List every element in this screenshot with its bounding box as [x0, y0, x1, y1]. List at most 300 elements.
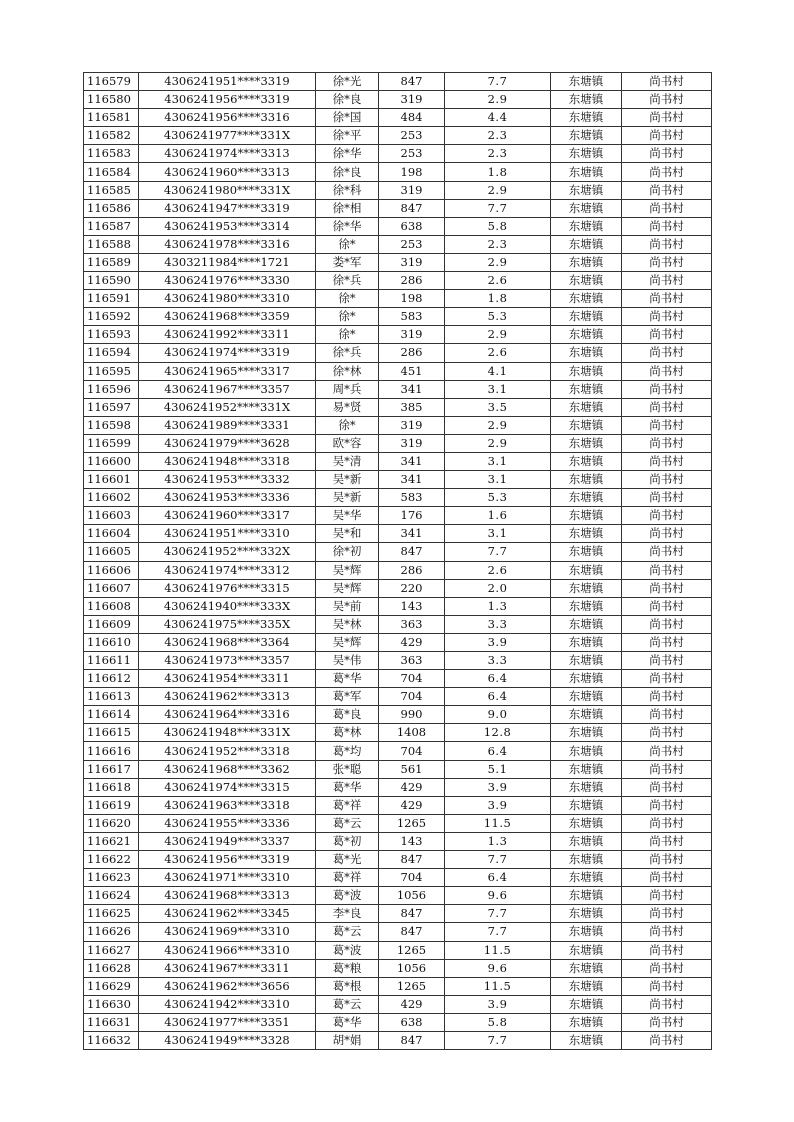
table-row [84, 199, 712, 217]
serial-number-cell: 116599 [84, 434, 139, 452]
name-cell: 葛*均 [316, 742, 379, 760]
id-number-cell: 4306241948****331X [139, 724, 316, 742]
name-cell: 葛*波 [316, 941, 379, 959]
amount-cell: 363 [379, 615, 445, 633]
table-row [84, 127, 712, 145]
area-cell: 2.0 [445, 579, 551, 597]
amount-cell: 1265 [379, 814, 445, 832]
area-cell: 7.7 [445, 73, 551, 91]
town-cell: 东塘镇 [551, 905, 622, 923]
table-row [84, 633, 712, 651]
village-cell: 尚书村 [622, 977, 712, 995]
amount-cell: 143 [379, 832, 445, 850]
town-cell: 东塘镇 [551, 959, 622, 977]
village-cell: 尚书村 [622, 308, 712, 326]
area-cell: 7.7 [445, 851, 551, 869]
id-number-cell: 4306241954****3311 [139, 670, 316, 688]
village-cell: 尚书村 [622, 217, 712, 235]
table-row [84, 832, 712, 850]
village-cell: 尚书村 [622, 706, 712, 724]
name-cell: 徐*平 [316, 127, 379, 145]
id-number-cell: 4306241974****3315 [139, 778, 316, 796]
name-cell: 徐*兵 [316, 344, 379, 362]
serial-number-cell: 116604 [84, 525, 139, 543]
id-number-cell: 4306241963****3318 [139, 796, 316, 814]
village-cell: 尚书村 [622, 199, 712, 217]
village-cell: 尚书村 [622, 760, 712, 778]
village-cell: 尚书村 [622, 452, 712, 470]
area-cell: 3.5 [445, 398, 551, 416]
name-cell: 徐* [316, 290, 379, 308]
id-number-cell: 4306241964****3316 [139, 706, 316, 724]
amount-cell: 341 [379, 380, 445, 398]
area-cell: 2.9 [445, 181, 551, 199]
area-cell: 7.7 [445, 923, 551, 941]
serial-number-cell: 116589 [84, 253, 139, 271]
name-cell: 葛*粮 [316, 959, 379, 977]
id-number-cell: 4306241971****3310 [139, 869, 316, 887]
amount-cell: 286 [379, 344, 445, 362]
village-cell: 尚书村 [622, 272, 712, 290]
table-row [84, 887, 712, 905]
amount-cell: 385 [379, 398, 445, 416]
town-cell: 东塘镇 [551, 832, 622, 850]
table-row [84, 452, 712, 470]
serial-number-cell: 116583 [84, 145, 139, 163]
serial-number-cell: 116627 [84, 941, 139, 959]
amount-cell: 484 [379, 109, 445, 127]
amount-cell: 220 [379, 579, 445, 597]
id-number-cell: 4306241977****3351 [139, 1013, 316, 1031]
name-cell: 吴*林 [316, 615, 379, 633]
serial-number-cell: 116587 [84, 217, 139, 235]
table-row [84, 1031, 712, 1049]
area-cell: 3.9 [445, 633, 551, 651]
area-cell: 4.4 [445, 109, 551, 127]
serial-number-cell: 116625 [84, 905, 139, 923]
amount-cell: 319 [379, 253, 445, 271]
id-number-cell: 4306241979****3628 [139, 434, 316, 452]
town-cell: 东塘镇 [551, 724, 622, 742]
town-cell: 东塘镇 [551, 652, 622, 670]
town-cell: 东塘镇 [551, 851, 622, 869]
id-number-cell: 4306241956****3319 [139, 851, 316, 869]
serial-number-cell: 116588 [84, 235, 139, 253]
serial-number-cell: 116590 [84, 272, 139, 290]
id-number-cell: 4306241952****3318 [139, 742, 316, 760]
village-cell: 尚书村 [622, 995, 712, 1013]
id-number-cell: 4303211984****1721 [139, 253, 316, 271]
village-cell: 尚书村 [622, 724, 712, 742]
area-cell: 5.8 [445, 217, 551, 235]
table-row [84, 597, 712, 615]
area-cell: 9.6 [445, 959, 551, 977]
table-row [84, 290, 712, 308]
area-cell: 2.9 [445, 326, 551, 344]
village-cell: 尚书村 [622, 615, 712, 633]
amount-cell: 253 [379, 127, 445, 145]
table-row [84, 1013, 712, 1031]
serial-number-cell: 116591 [84, 290, 139, 308]
town-cell: 东塘镇 [551, 380, 622, 398]
serial-number-cell: 116596 [84, 380, 139, 398]
id-number-cell: 4306241942****3310 [139, 995, 316, 1013]
name-cell: 葛*华 [316, 778, 379, 796]
name-cell: 徐* [316, 235, 379, 253]
id-number-cell: 4306241951****3319 [139, 73, 316, 91]
amount-cell: 847 [379, 923, 445, 941]
table-row [84, 615, 712, 633]
name-cell: 张*聪 [316, 760, 379, 778]
amount-cell: 319 [379, 416, 445, 434]
amount-cell: 253 [379, 235, 445, 253]
name-cell: 欧*容 [316, 434, 379, 452]
serial-number-cell: 116621 [84, 832, 139, 850]
amount-cell: 990 [379, 706, 445, 724]
serial-number-cell: 116605 [84, 543, 139, 561]
amount-cell: 429 [379, 995, 445, 1013]
town-cell: 东塘镇 [551, 1013, 622, 1031]
table-row [84, 778, 712, 796]
village-cell: 尚书村 [622, 145, 712, 163]
serial-number-cell: 116616 [84, 742, 139, 760]
table-row [84, 272, 712, 290]
area-cell: 3.1 [445, 525, 551, 543]
serial-number-cell: 116613 [84, 688, 139, 706]
serial-number-cell: 116609 [84, 615, 139, 633]
amount-cell: 847 [379, 1031, 445, 1049]
village-cell: 尚书村 [622, 941, 712, 959]
name-cell: 徐* [316, 308, 379, 326]
table-row [84, 308, 712, 326]
amount-cell: 429 [379, 796, 445, 814]
area-cell: 3.9 [445, 796, 551, 814]
table-row [84, 525, 712, 543]
table-row [84, 398, 712, 416]
name-cell: 徐*林 [316, 362, 379, 380]
serial-number-cell: 116582 [84, 127, 139, 145]
town-cell: 东塘镇 [551, 742, 622, 760]
area-cell: 2.3 [445, 235, 551, 253]
amount-cell: 429 [379, 778, 445, 796]
village-cell: 尚书村 [622, 290, 712, 308]
serial-number-cell: 116612 [84, 670, 139, 688]
village-cell: 尚书村 [622, 597, 712, 615]
village-cell: 尚书村 [622, 887, 712, 905]
serial-number-cell: 116631 [84, 1013, 139, 1031]
id-number-cell: 4306241949****3337 [139, 832, 316, 850]
town-cell: 东塘镇 [551, 561, 622, 579]
id-number-cell: 4306241974****3319 [139, 344, 316, 362]
town-cell: 东塘镇 [551, 597, 622, 615]
name-cell: 葛*良 [316, 706, 379, 724]
area-cell: 12.8 [445, 724, 551, 742]
village-cell: 尚书村 [622, 543, 712, 561]
amount-cell: 583 [379, 308, 445, 326]
serial-number-cell: 116581 [84, 109, 139, 127]
name-cell: 葛*云 [316, 995, 379, 1013]
amount-cell: 704 [379, 742, 445, 760]
town-cell: 东塘镇 [551, 452, 622, 470]
area-cell: 7.7 [445, 543, 551, 561]
town-cell: 东塘镇 [551, 489, 622, 507]
area-cell: 5.1 [445, 760, 551, 778]
amount-cell: 1265 [379, 941, 445, 959]
id-number-cell: 4306241940****333X [139, 597, 316, 615]
village-cell: 尚书村 [622, 905, 712, 923]
village-cell: 尚书村 [622, 471, 712, 489]
name-cell: 吴*前 [316, 597, 379, 615]
area-cell: 2.6 [445, 344, 551, 362]
amount-cell: 583 [379, 489, 445, 507]
name-cell: 徐*科 [316, 181, 379, 199]
area-cell: 1.6 [445, 507, 551, 525]
id-number-cell: 4306241989****3331 [139, 416, 316, 434]
town-cell: 东塘镇 [551, 507, 622, 525]
village-cell: 尚书村 [622, 91, 712, 109]
area-cell: 7.7 [445, 199, 551, 217]
id-number-cell: 4306241967****3357 [139, 380, 316, 398]
serial-number-cell: 116628 [84, 959, 139, 977]
name-cell: 徐* [316, 416, 379, 434]
name-cell: 葛*光 [316, 851, 379, 869]
area-cell: 5.3 [445, 489, 551, 507]
area-cell: 3.3 [445, 652, 551, 670]
serial-number-cell: 116618 [84, 778, 139, 796]
village-cell: 尚书村 [622, 525, 712, 543]
table-row [84, 362, 712, 380]
serial-number-cell: 116626 [84, 923, 139, 941]
area-cell: 2.9 [445, 416, 551, 434]
amount-cell: 143 [379, 597, 445, 615]
town-cell: 东塘镇 [551, 796, 622, 814]
name-cell: 葛*波 [316, 887, 379, 905]
name-cell: 徐*相 [316, 199, 379, 217]
village-cell: 尚书村 [622, 489, 712, 507]
id-number-cell: 4306241962****3345 [139, 905, 316, 923]
serial-number-cell: 116615 [84, 724, 139, 742]
table-row [84, 416, 712, 434]
area-cell: 11.5 [445, 814, 551, 832]
town-cell: 东塘镇 [551, 127, 622, 145]
name-cell: 葛*军 [316, 688, 379, 706]
area-cell: 2.3 [445, 145, 551, 163]
amount-cell: 429 [379, 633, 445, 651]
village-cell: 尚书村 [622, 235, 712, 253]
amount-cell: 341 [379, 525, 445, 543]
serial-number-cell: 116601 [84, 471, 139, 489]
id-number-cell: 4306241976****3330 [139, 272, 316, 290]
amount-cell: 198 [379, 163, 445, 181]
area-cell: 9.0 [445, 706, 551, 724]
id-number-cell: 4306241968****3359 [139, 308, 316, 326]
village-cell: 尚书村 [622, 344, 712, 362]
id-number-cell: 4306241953****3332 [139, 471, 316, 489]
village-cell: 尚书村 [622, 507, 712, 525]
village-cell: 尚书村 [622, 326, 712, 344]
table-row [84, 995, 712, 1013]
amount-cell: 1408 [379, 724, 445, 742]
village-cell: 尚书村 [622, 778, 712, 796]
village-cell: 尚书村 [622, 851, 712, 869]
table-row [84, 543, 712, 561]
serial-number-cell: 116624 [84, 887, 139, 905]
table-row [84, 326, 712, 344]
village-cell: 尚书村 [622, 959, 712, 977]
id-number-cell: 4306241962****3656 [139, 977, 316, 995]
serial-number-cell: 116585 [84, 181, 139, 199]
id-number-cell: 4306241955****3336 [139, 814, 316, 832]
serial-number-cell: 116630 [84, 995, 139, 1013]
town-cell: 东塘镇 [551, 579, 622, 597]
id-number-cell: 4306241952****331X [139, 398, 316, 416]
town-cell: 东塘镇 [551, 344, 622, 362]
town-cell: 东塘镇 [551, 471, 622, 489]
town-cell: 东塘镇 [551, 109, 622, 127]
name-cell: 葛*祥 [316, 796, 379, 814]
amount-cell: 847 [379, 199, 445, 217]
town-cell: 东塘镇 [551, 398, 622, 416]
name-cell: 徐*华 [316, 145, 379, 163]
serial-number-cell: 116614 [84, 706, 139, 724]
table-row [84, 851, 712, 869]
id-number-cell: 4306241968****3364 [139, 633, 316, 651]
area-cell: 3.1 [445, 380, 551, 398]
area-cell: 2.9 [445, 434, 551, 452]
amount-cell: 198 [379, 290, 445, 308]
id-number-cell: 4306241948****3318 [139, 452, 316, 470]
town-cell: 东塘镇 [551, 633, 622, 651]
id-number-cell: 4306241967****3311 [139, 959, 316, 977]
table-row [84, 796, 712, 814]
id-number-cell: 4306241976****3315 [139, 579, 316, 597]
village-cell: 尚书村 [622, 1013, 712, 1031]
table-row [84, 235, 712, 253]
area-cell: 7.7 [445, 1031, 551, 1049]
amount-cell: 319 [379, 434, 445, 452]
town-cell: 东塘镇 [551, 181, 622, 199]
amount-cell: 319 [379, 91, 445, 109]
table-row [84, 977, 712, 995]
town-cell: 东塘镇 [551, 670, 622, 688]
id-number-cell: 4306241953****3336 [139, 489, 316, 507]
table-row [84, 905, 712, 923]
town-cell: 东塘镇 [551, 163, 622, 181]
serial-number-cell: 116580 [84, 91, 139, 109]
amount-cell: 704 [379, 688, 445, 706]
name-cell: 周*兵 [316, 380, 379, 398]
serial-number-cell: 116611 [84, 652, 139, 670]
village-cell: 尚书村 [622, 362, 712, 380]
village-cell: 尚书村 [622, 832, 712, 850]
area-cell: 6.4 [445, 742, 551, 760]
town-cell: 东塘镇 [551, 434, 622, 452]
town-cell: 东塘镇 [551, 253, 622, 271]
id-number-cell: 4306241968****3362 [139, 760, 316, 778]
town-cell: 东塘镇 [551, 525, 622, 543]
town-cell: 东塘镇 [551, 760, 622, 778]
table-row [84, 724, 712, 742]
town-cell: 东塘镇 [551, 235, 622, 253]
serial-number-cell: 116584 [84, 163, 139, 181]
table-row [84, 91, 712, 109]
amount-cell: 176 [379, 507, 445, 525]
serial-number-cell: 116595 [84, 362, 139, 380]
id-number-cell: 4306241949****3328 [139, 1031, 316, 1049]
table-row [84, 73, 712, 91]
table-body [84, 73, 712, 1050]
table-row [84, 923, 712, 941]
id-number-cell: 4306241968****3313 [139, 887, 316, 905]
village-cell: 尚书村 [622, 127, 712, 145]
table-row [84, 380, 712, 398]
village-cell: 尚书村 [622, 814, 712, 832]
serial-number-cell: 116632 [84, 1031, 139, 1049]
village-cell: 尚书村 [622, 670, 712, 688]
town-cell: 东塘镇 [551, 778, 622, 796]
name-cell: 吴*辉 [316, 579, 379, 597]
table-row [84, 434, 712, 452]
town-cell: 东塘镇 [551, 887, 622, 905]
amount-cell: 319 [379, 326, 445, 344]
id-number-cell: 4306241962****3313 [139, 688, 316, 706]
amount-cell: 847 [379, 543, 445, 561]
amount-cell: 1056 [379, 959, 445, 977]
id-number-cell: 4306241973****3357 [139, 652, 316, 670]
village-cell: 尚书村 [622, 398, 712, 416]
table-row [84, 670, 712, 688]
town-cell: 东塘镇 [551, 995, 622, 1013]
amount-cell: 638 [379, 217, 445, 235]
id-number-cell: 4306241960****3317 [139, 507, 316, 525]
area-cell: 6.4 [445, 688, 551, 706]
serial-number-cell: 116610 [84, 633, 139, 651]
amount-cell: 1265 [379, 977, 445, 995]
town-cell: 东塘镇 [551, 326, 622, 344]
amount-cell: 847 [379, 851, 445, 869]
amount-cell: 704 [379, 670, 445, 688]
village-cell: 尚书村 [622, 380, 712, 398]
table-row [84, 561, 712, 579]
id-number-cell: 4306241953****3314 [139, 217, 316, 235]
serial-number-cell: 116579 [84, 73, 139, 91]
id-number-cell: 4306241956****3316 [139, 109, 316, 127]
id-number-cell: 4306241952****332X [139, 543, 316, 561]
name-cell: 徐*兵 [316, 272, 379, 290]
town-cell: 东塘镇 [551, 923, 622, 941]
id-number-cell: 4306241974****3313 [139, 145, 316, 163]
table-row [84, 217, 712, 235]
serial-number-cell: 116594 [84, 344, 139, 362]
id-number-cell: 4306241951****3310 [139, 525, 316, 543]
name-cell: 葛*根 [316, 977, 379, 995]
amount-cell: 286 [379, 272, 445, 290]
id-number-cell: 4306241974****3312 [139, 561, 316, 579]
name-cell: 徐*初 [316, 543, 379, 561]
amount-cell: 847 [379, 905, 445, 923]
town-cell: 东塘镇 [551, 1031, 622, 1049]
serial-number-cell: 116620 [84, 814, 139, 832]
table-row [84, 489, 712, 507]
table-row [84, 706, 712, 724]
village-cell: 尚书村 [622, 633, 712, 651]
data-table [83, 72, 712, 1050]
id-number-cell: 4306241947****3319 [139, 199, 316, 217]
town-cell: 东塘镇 [551, 272, 622, 290]
town-cell: 东塘镇 [551, 814, 622, 832]
table-row [84, 471, 712, 489]
town-cell: 东塘镇 [551, 73, 622, 91]
